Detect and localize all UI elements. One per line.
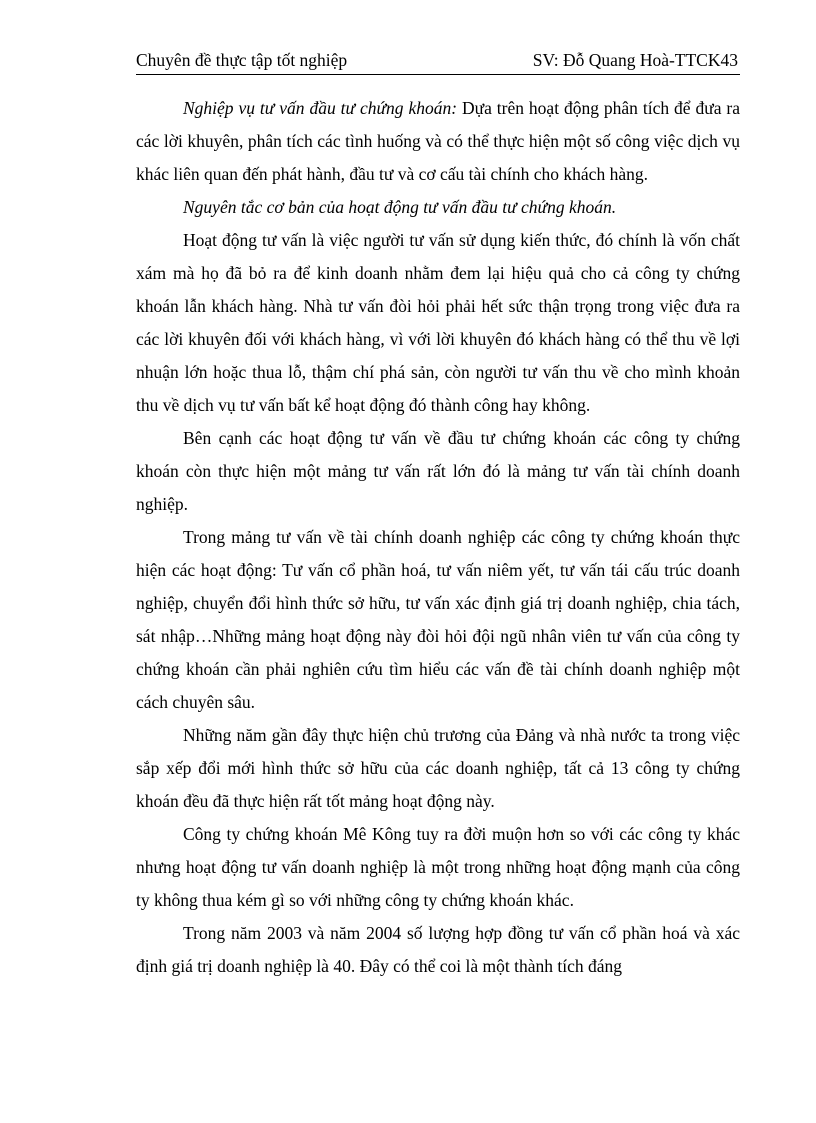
header-student-name: SV: Đỗ Quang Hoà-TTCK43: [532, 50, 738, 70]
section-heading: Nguyên tắc cơ bản của hoạt động tư vấn đầu tư chứng khoán.: [183, 197, 617, 217]
paragraph: Bên cạnh các hoạt động tư vấn về đầu tư chứng khoán các công ty chứng khoán còn thực hiện một mảng tư vấn rất lớn đó là mảng tư vấn tài chính doanh nghiệp.: [136, 428, 740, 514]
paragraph-text: Dựa trên hoạt động phân tích để đưa ra các lời khuyên, phân tích các tình huống và có thể thực hiện một số công việc dịch vụ khác liên quan đến phát hành, đầu tư và cơ cấu tài chính cho khách hàng.: [136, 98, 740, 184]
paragraph-lead-heading: Nghiệp vụ tư vấn đầu tư chứng khoán:: [183, 98, 458, 118]
paragraph: [136, 92, 740, 191]
page-header: [136, 48, 740, 75]
paragraph: Công ty chứng khoán Mê Kông tuy ra đời muộn hơn so với các công ty khác nhưng hoạt động tư vấn doanh nghiệp là một trong những hoạt động mạnh của công ty không thua kém gì so với những công ty chứng khoán khác.: [136, 824, 740, 910]
paragraph: Trong mảng tư vấn về tài chính doanh nghiệp các công ty chứng khoán thực hiện các hoạt động: Tư vấn cổ phần hoá, tư vấn niêm yết, tư vấn tái cấu trúc doanh nghiệp, chuyển đổi hình thức sở hữu, tư vấn xác định giá trị doanh nghiệp, chia tách, sát nhập…Những mảng hoạt động này đòi hỏi đội ngũ nhân viên tư vấn của công ty chứng khoán cần phải nghiên cứu tìm hiểu các vấn đề tài chính doanh nghiệp một cách chuyên sâu.: [136, 527, 740, 712]
paragraph: Hoạt động tư vấn là việc người tư vấn sử dụng kiến thức, đó chính là vốn chất xám mà họ đã bỏ ra để kinh doanh nhằm đem lại hiệu quả cho cả công ty chứng khoán lẫn khách hàng. Nhà tư vấn đòi hỏi phải hết sức thận trọng trong việc đưa ra các lời khuyên đối với khách hàng, vì với lời khuyên đó khách hàng có thể thu về lợi nhuận lớn hoặc thua lỗ, thậm chí phá sản, còn người tư vấn thu về cho mình khoản thu về dịch vụ tư vấn bất kể hoạt động đó thành công hay không.: [136, 230, 740, 415]
header-document-title: Chuyên đề thực tập tốt nghiệp: [136, 50, 348, 70]
paragraph: Trong năm 2003 và năm 2004 số lượng hợp đồng tư vấn cổ phần hoá và xác định giá trị doanh nghiệp là 40. Đây có thể coi là một thành tích đáng: [136, 923, 740, 976]
document-body: [136, 92, 740, 983]
paragraph: Những năm gần đây thực hiện chủ trương của Đảng và nhà nước ta trong việc sắp xếp đổi mới hình thức sở hữu của các doanh nghiệp, tất cả 13 công ty chứng khoán đều đã thực hiện rất tốt mảng hoạt động này.: [136, 725, 740, 811]
